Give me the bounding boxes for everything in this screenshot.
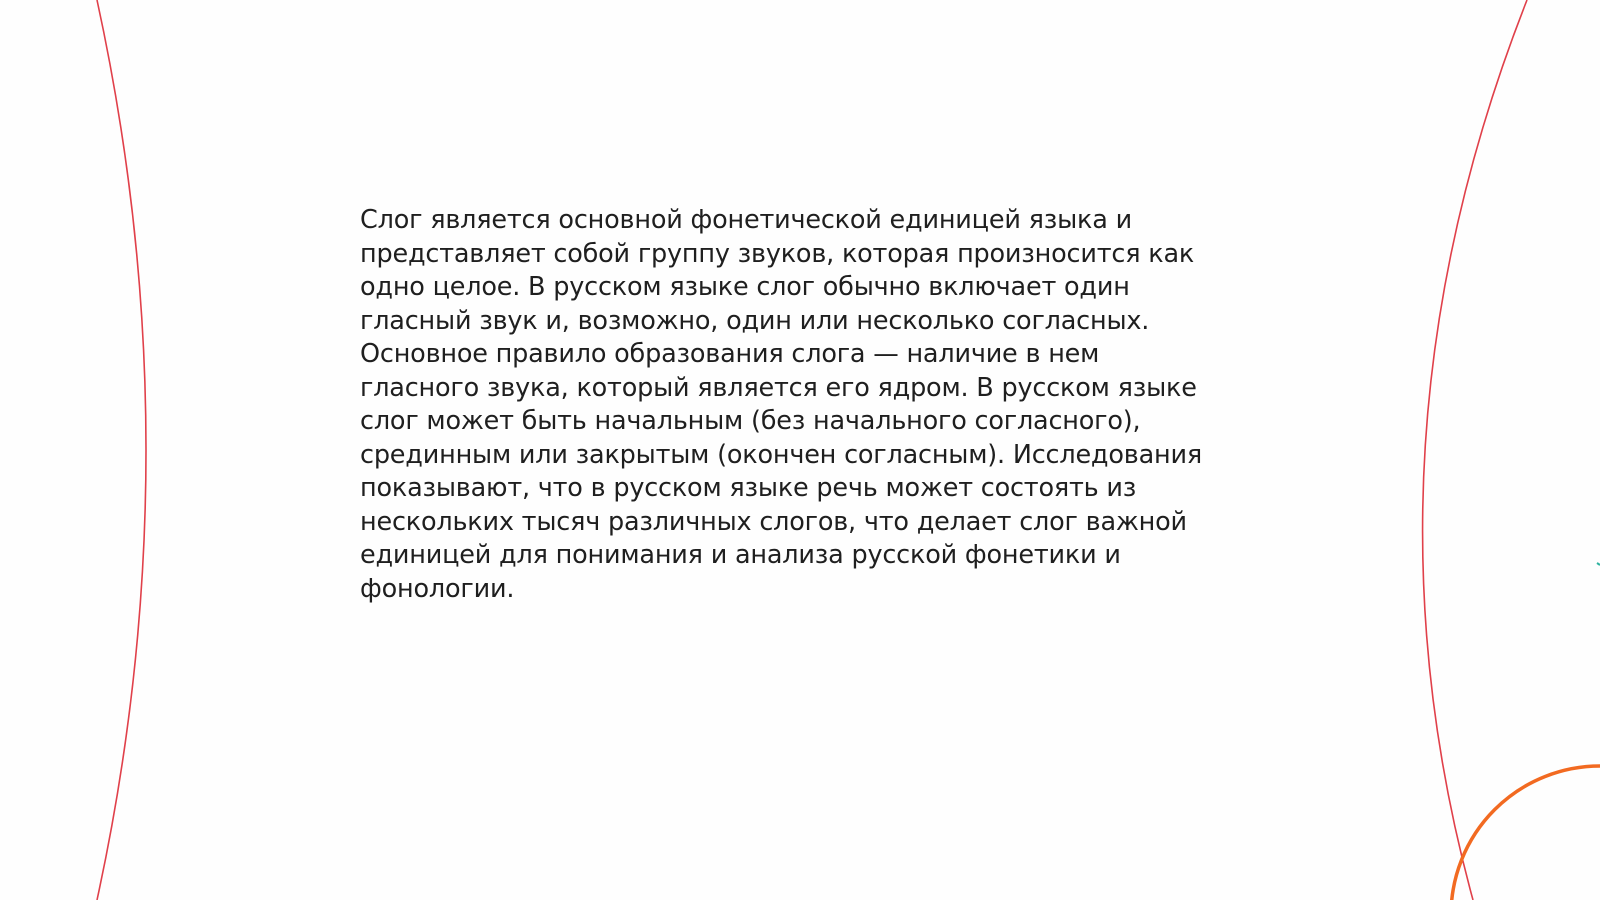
slide-body-text: Слог является основной фонетической единицей языка и представляет собой группу звуков, которая произносится как одно целое. В русском языке слог обычно включает один гласный звук и, возможно, один или несколько согласных. Основное правило образования слога — наличие в нем гласного звука, который является его ядром. В русском языке слог может быть начальным (без начального согласного), срединным или закрытым (окончен согласным). Исследования показывают, что в русском языке речь может состоять из нескольких тысяч различных слогов, что делает слог важной единицей для понимания и анализа русской фонетики и фонологии. [360, 205, 1203, 604]
left-arc [97, 0, 146, 900]
orange-circle-arc [1451, 766, 1600, 900]
right-arc [1423, 0, 1527, 900]
